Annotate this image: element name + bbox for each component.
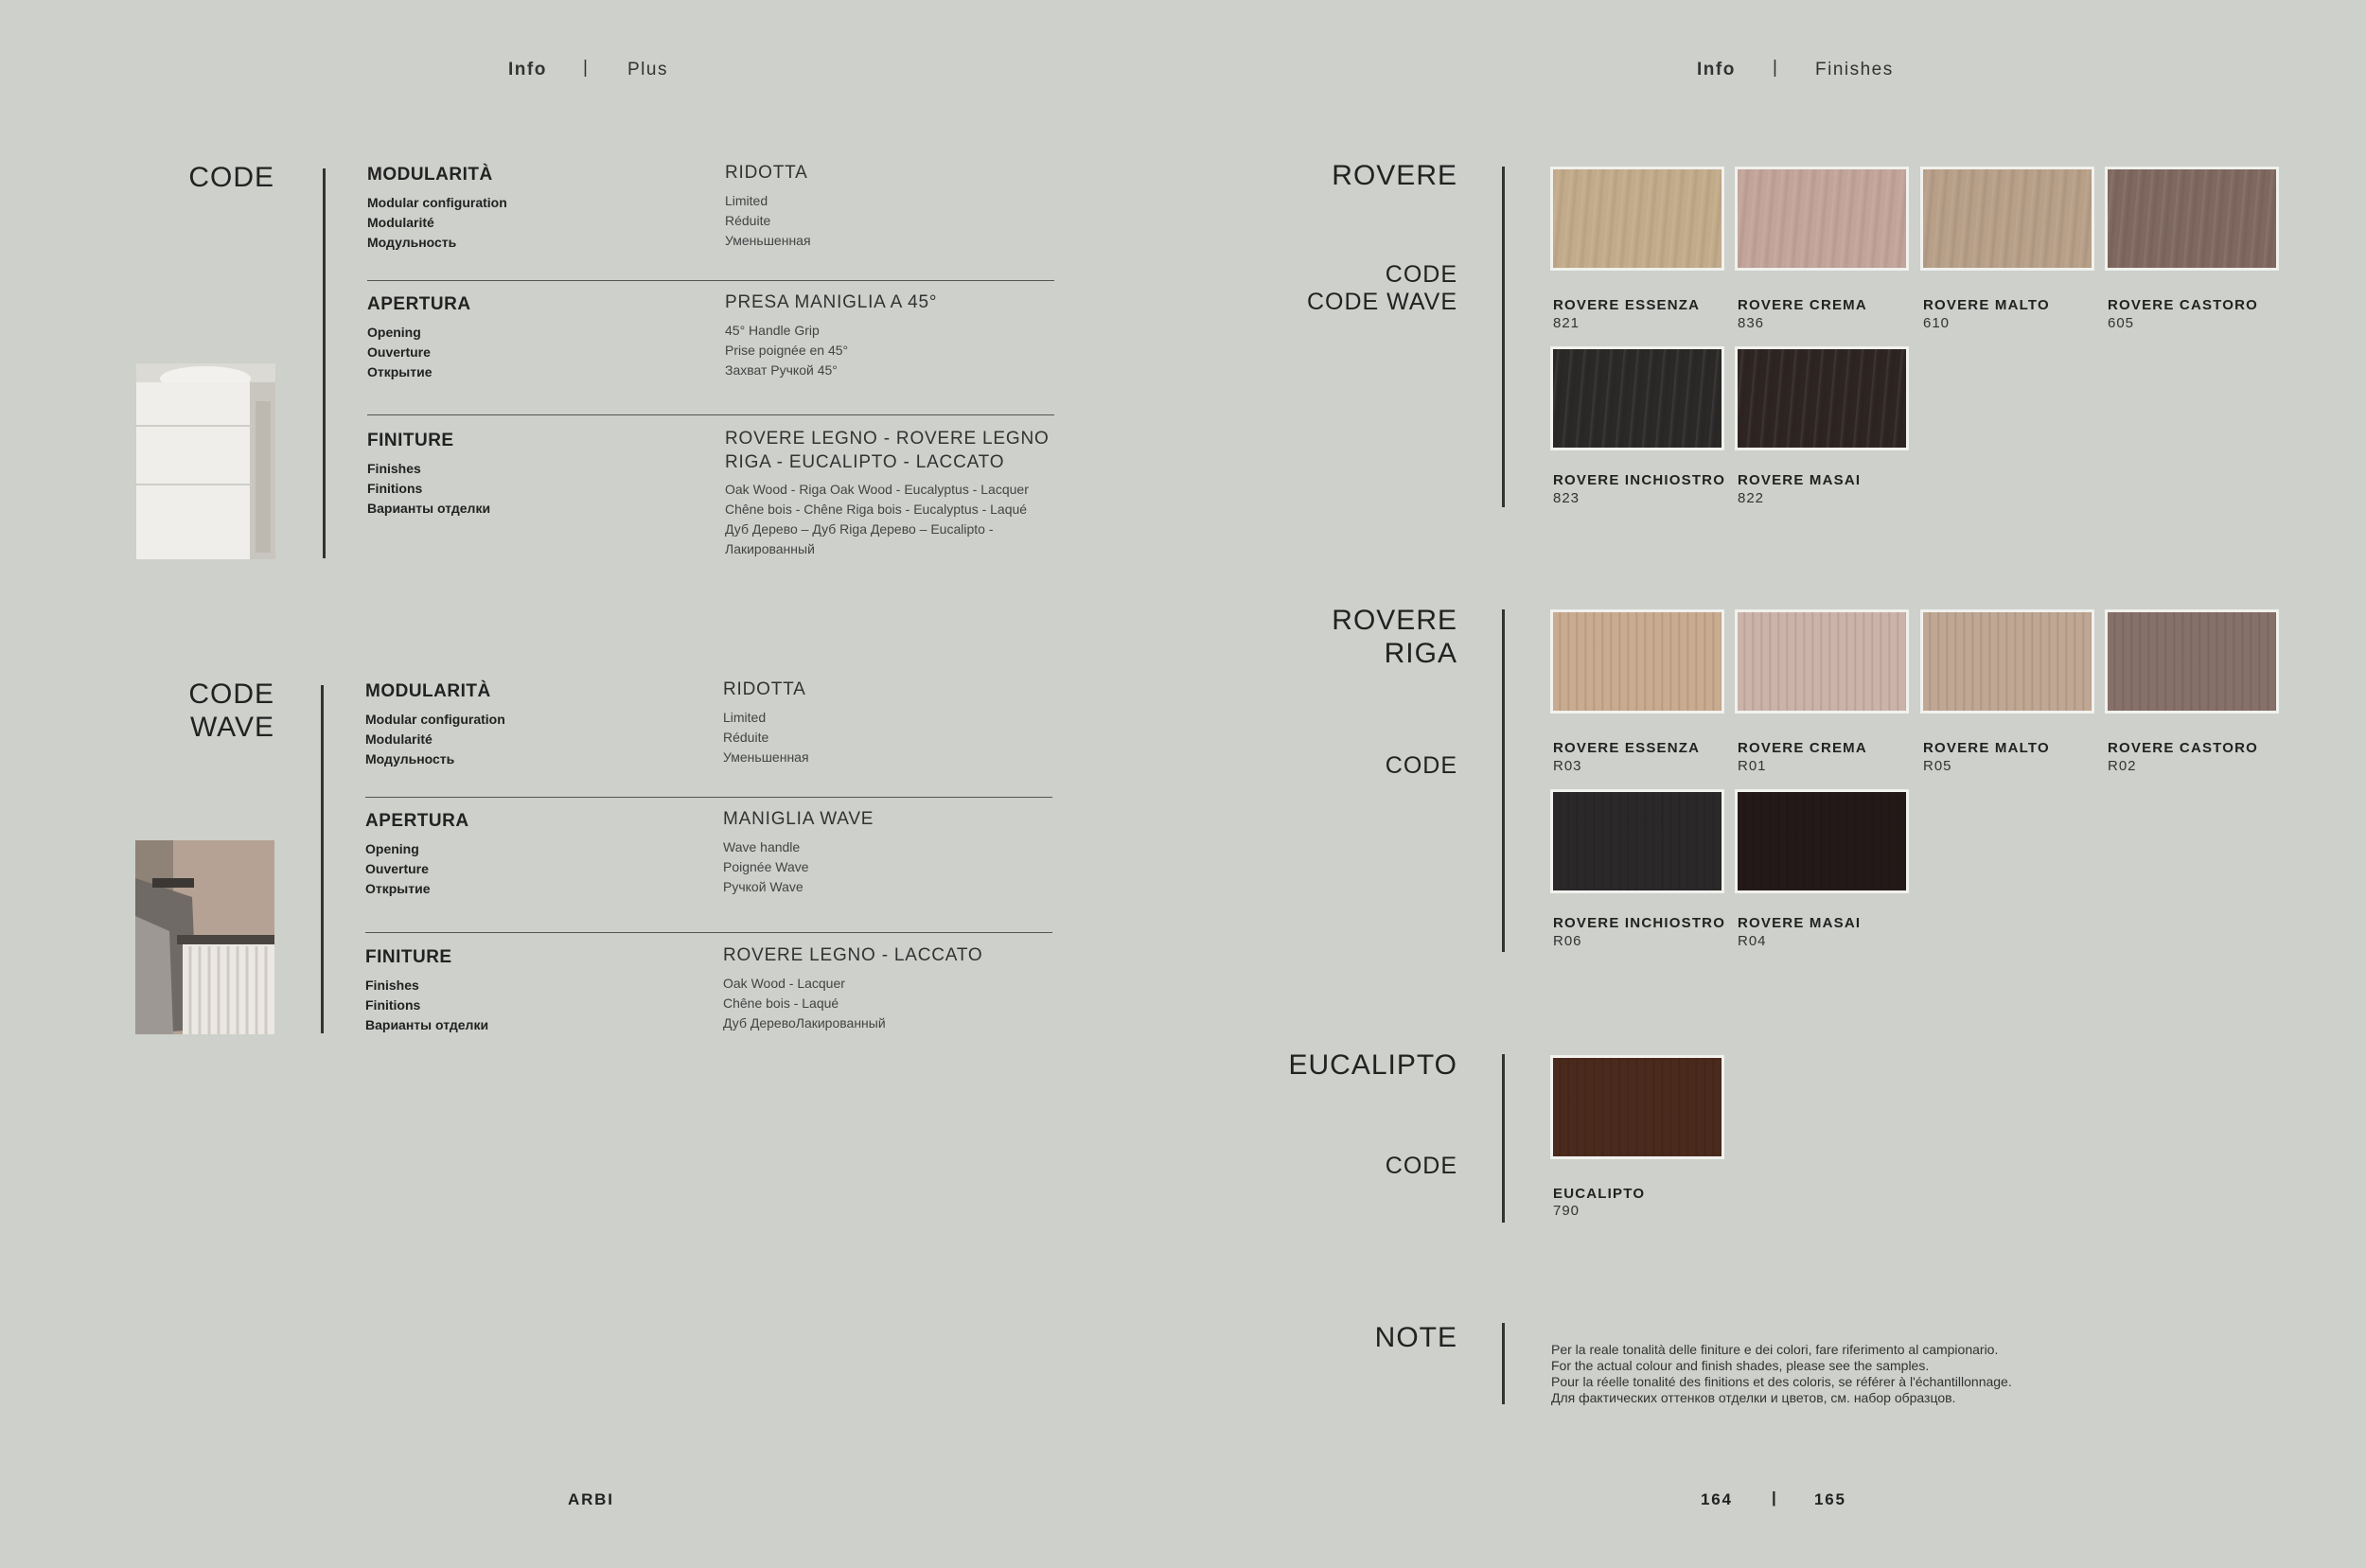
spec-subtitles: Modular configuration Modularité Модульность — [365, 712, 505, 766]
section-divider — [323, 168, 326, 558]
footer-page-left: 164 — [1701, 1490, 1733, 1508]
spec-value-finiture: ROVERE LEGNO - ROVERE LEGNO RIGA - EUCALIPTO - LACCATO — [725, 429, 1050, 472]
swatch-code: 790 — [1553, 1203, 1580, 1219]
row-divider — [367, 414, 1054, 415]
swatch-rovere-malto — [1920, 167, 2094, 271]
finish-group-title-eucalipto: EUCALIPTO — [1288, 1049, 1457, 1081]
swatch-name: ROVERE MASAI — [1738, 915, 1862, 931]
spec-subtitles: Finishes Finitions Варианты отделки — [365, 978, 489, 1032]
section-divider — [1502, 1054, 1505, 1223]
spec-value-finiture: ROVERE LEGNO - LACCATO — [723, 945, 983, 965]
swatch-code: 836 — [1738, 315, 1765, 331]
product-photo-code — [136, 363, 275, 559]
swatch-riga-crema — [1735, 609, 1909, 714]
swatch-name: ROVERE INCHIOSTRO — [1553, 915, 1726, 931]
finish-group-title-rovere-riga: ROVERE RIGA — [1332, 605, 1457, 669]
swatch-rovere-essenza — [1550, 167, 1724, 271]
swatch-code: R06 — [1553, 933, 1582, 949]
swatch-eucalipto — [1550, 1055, 1724, 1159]
spec-value-translations: Limited Réduite Уменьшенная — [725, 193, 811, 248]
swatch-riga-castoro — [2105, 609, 2279, 714]
swatch-code: R01 — [1738, 758, 1767, 774]
swatch-name: ROVERE CASTORO — [2108, 297, 2259, 313]
swatch-code: R04 — [1738, 933, 1767, 949]
section-divider — [321, 685, 324, 1033]
product-photo-code-wave — [135, 840, 274, 1034]
finish-group-applies: CODE — [1385, 1153, 1457, 1179]
swatch-riga-essenza — [1550, 609, 1724, 714]
swatch-rovere-masai — [1735, 346, 1909, 450]
header-section-right: Finishes — [1815, 60, 1894, 79]
swatch-name: ROVERE MASAI — [1738, 472, 1862, 488]
finish-group-applies: CODE CODE WAVE — [1306, 261, 1457, 315]
product-title-code-wave: CODE WAVE — [188, 678, 274, 743]
swatch-name: ROVERE MALTO — [1923, 297, 2050, 313]
spec-title-modularita: MODULARITÀ — [365, 681, 491, 701]
swatch-riga-inchiostro — [1550, 789, 1724, 893]
spec-value-modularita: RIDOTTA — [723, 679, 806, 699]
spec-subtitles: Modular configuration Modularité Модульность — [367, 195, 507, 250]
spec-title-finiture: FINITURE — [367, 431, 454, 450]
spec-value-translations: Wave handle Poignée Wave Ручкой Wave — [723, 839, 809, 894]
spec-value-apertura: MANIGLIA WAVE — [723, 809, 874, 829]
note-title: NOTE — [1374, 1322, 1457, 1353]
spec-title-apertura: APERTURA — [367, 294, 471, 314]
spec-value-apertura: PRESA MANIGLIA A 45° — [725, 292, 938, 312]
section-divider — [1502, 609, 1505, 952]
section-divider — [1502, 167, 1505, 507]
row-divider — [365, 797, 1052, 798]
note-text: Per la reale tonalità delle finiture e dei colori, fare riferimento al campionario. For the actual colour and finish shades, please see the samples. Pour la réelle tonalité des finitions et des coloris, se référer à l'échantillonnage. Для фактических оттенков отделки и цветов, см. набор образцов. — [1551, 1342, 2012, 1405]
swatch-code: R02 — [2108, 758, 2137, 774]
header-separator-left: | — [583, 58, 588, 78]
footer-page-right: 165 — [1814, 1490, 1846, 1508]
spec-title-modularita: MODULARITÀ — [367, 165, 493, 185]
footer-brand: ARBI — [568, 1490, 614, 1508]
swatch-code: R05 — [1923, 758, 1952, 774]
spec-value-translations: Limited Réduite Уменьшенная — [723, 710, 809, 765]
finish-group-applies: CODE — [1385, 752, 1457, 779]
swatch-riga-malto — [1920, 609, 2094, 714]
swatch-name: ROVERE CREMA — [1738, 740, 1867, 756]
section-divider — [1502, 1323, 1505, 1404]
swatch-rovere-inchiostro — [1550, 346, 1724, 450]
spec-subtitles: Finishes Finitions Варианты отделки — [367, 461, 491, 516]
swatch-code: 823 — [1553, 490, 1580, 506]
swatch-name: ROVERE MALTO — [1923, 740, 2050, 756]
footer-separator: | — [1772, 1489, 1778, 1506]
swatch-name: ROVERE CREMA — [1738, 297, 1867, 313]
swatch-rovere-castoro — [2105, 167, 2279, 271]
swatch-code: 821 — [1553, 315, 1580, 331]
swatch-rovere-crema — [1735, 167, 1909, 271]
swatch-name: EUCALIPTO — [1553, 1186, 1646, 1202]
swatch-code: 822 — [1738, 490, 1765, 506]
spec-value-modularita: RIDOTTA — [725, 163, 808, 183]
header-section-left: Plus — [627, 60, 668, 79]
swatch-name: ROVERE INCHIOSTRO — [1553, 472, 1726, 488]
row-divider — [365, 932, 1052, 933]
swatch-name: ROVERE ESSENZA — [1553, 297, 1701, 313]
product-title-code: CODE — [188, 162, 274, 193]
header-separator-right: | — [1773, 58, 1777, 78]
spec-title-finiture: FINITURE — [365, 947, 452, 967]
header-info-right: Info — [1697, 60, 1736, 79]
swatch-name: ROVERE CASTORO — [2108, 740, 2259, 756]
spec-subtitles: Opening Ouverture Открытие — [367, 325, 433, 379]
swatch-riga-masai — [1735, 789, 1909, 893]
swatch-code: 605 — [2108, 315, 2135, 331]
swatch-name: ROVERE ESSENZA — [1553, 740, 1701, 756]
spec-value-translations: 45° Handle Grip Prise poignée en 45° Захват Ручкой 45° — [725, 323, 849, 378]
spec-value-translations: Oak Wood - Lacquer Chêne bois - Laqué Дуб ДеревоЛакированный — [723, 976, 886, 1031]
spec-title-apertura: APERTURA — [365, 811, 469, 831]
swatch-code: 610 — [1923, 315, 1951, 331]
swatch-code: R03 — [1553, 758, 1582, 774]
spec-value-translations: Oak Wood - Riga Oak Wood - Eucalyptus - Lacquer Chêne bois - Chêne Riga bois - Eucalyptus - Laqué Дуб Дерево – Дуб Riga Дерево – Eucalipto - Лакированный — [725, 482, 1029, 556]
finish-group-title-rovere: ROVERE — [1332, 160, 1457, 191]
header-info-left: Info — [508, 60, 547, 79]
row-divider — [367, 280, 1054, 281]
spec-subtitles: Opening Ouverture Открытие — [365, 841, 431, 896]
